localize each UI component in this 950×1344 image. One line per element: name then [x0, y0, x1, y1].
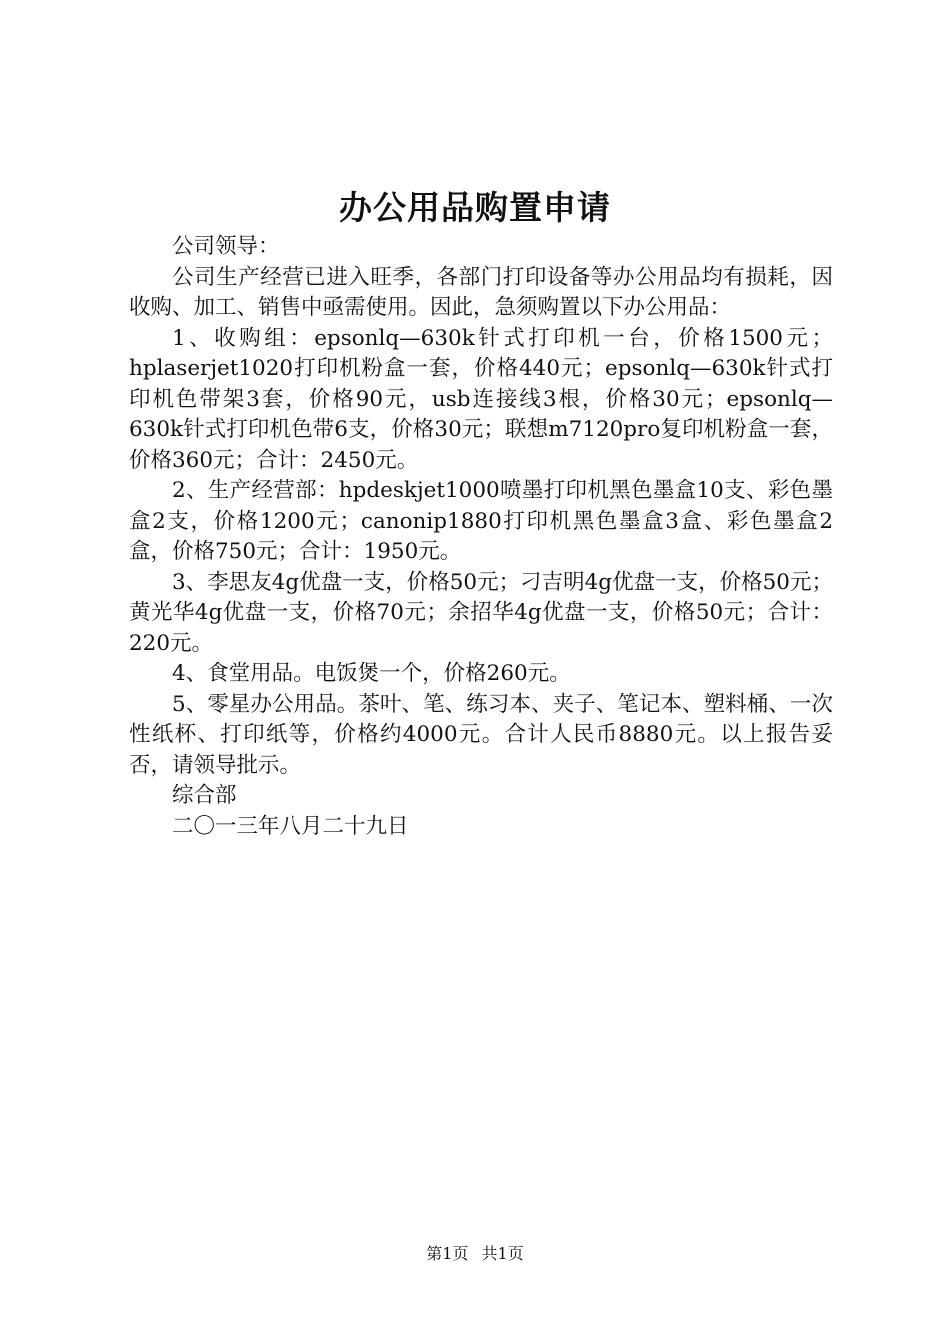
- document-body: [129, 232, 833, 842]
- salutation: 公司领导：: [172, 234, 280, 259]
- paragraph-intro: 公司生产经营已进入旺季，各部门打印设备等办公用品均有损耗，因收购、加工、销售中亟需使用。因此，急须购置以下办公用品：: [129, 264, 833, 320]
- paragraph-item-2: 2、生产经营部：hpdeskjet1000喷墨打印机黑色墨盒10支、彩色墨盒2支，价格1200元；canonip1880打印机黑色墨盒3盒、彩色墨盒2盒，价格750元；合计：1950元。: [129, 478, 833, 564]
- page-footer: 第1页 共1页: [426, 1244, 524, 1263]
- paragraph-item-4: 4、食堂用品。电饭煲一个，价格260元。: [172, 661, 571, 686]
- document-title: 办公用品购置申请: [339, 188, 611, 227]
- paragraph-item-3: 3、李思友4g优盘一支，价格50元；刁吉明4g优盘一支，价格50元；黄光华4g优盘一支，价格70元；余招华4g优盘一支，价格50元；合计：220元。: [129, 569, 833, 656]
- paragraph-item-5: 5、零星办公用品。茶叶、笔、练习本、夹子、笔记本、塑料桶、一次性纸杯、打印纸等，价格约4000元。合计人民币8880元。以上报告妥否，请领导批示。: [129, 691, 833, 778]
- paragraph-item-1: 1、收购组：epsonlq—630k针式打印机一台，价格1500元；hplaserjet1020打印机粉盒一套，价格440元；epsonlq—630k针式打印机色带架3套，价格90元，usb连接线3根，价格30元；epsonlq—630k针式打印机色带6支，价格30元；联想m7120pro复印机粉盒一套，价格360元；合计：2450元。: [129, 325, 833, 473]
- department-signature: 综合部: [172, 783, 237, 808]
- document-date: 二〇一三年八月二十九日: [172, 813, 409, 839]
